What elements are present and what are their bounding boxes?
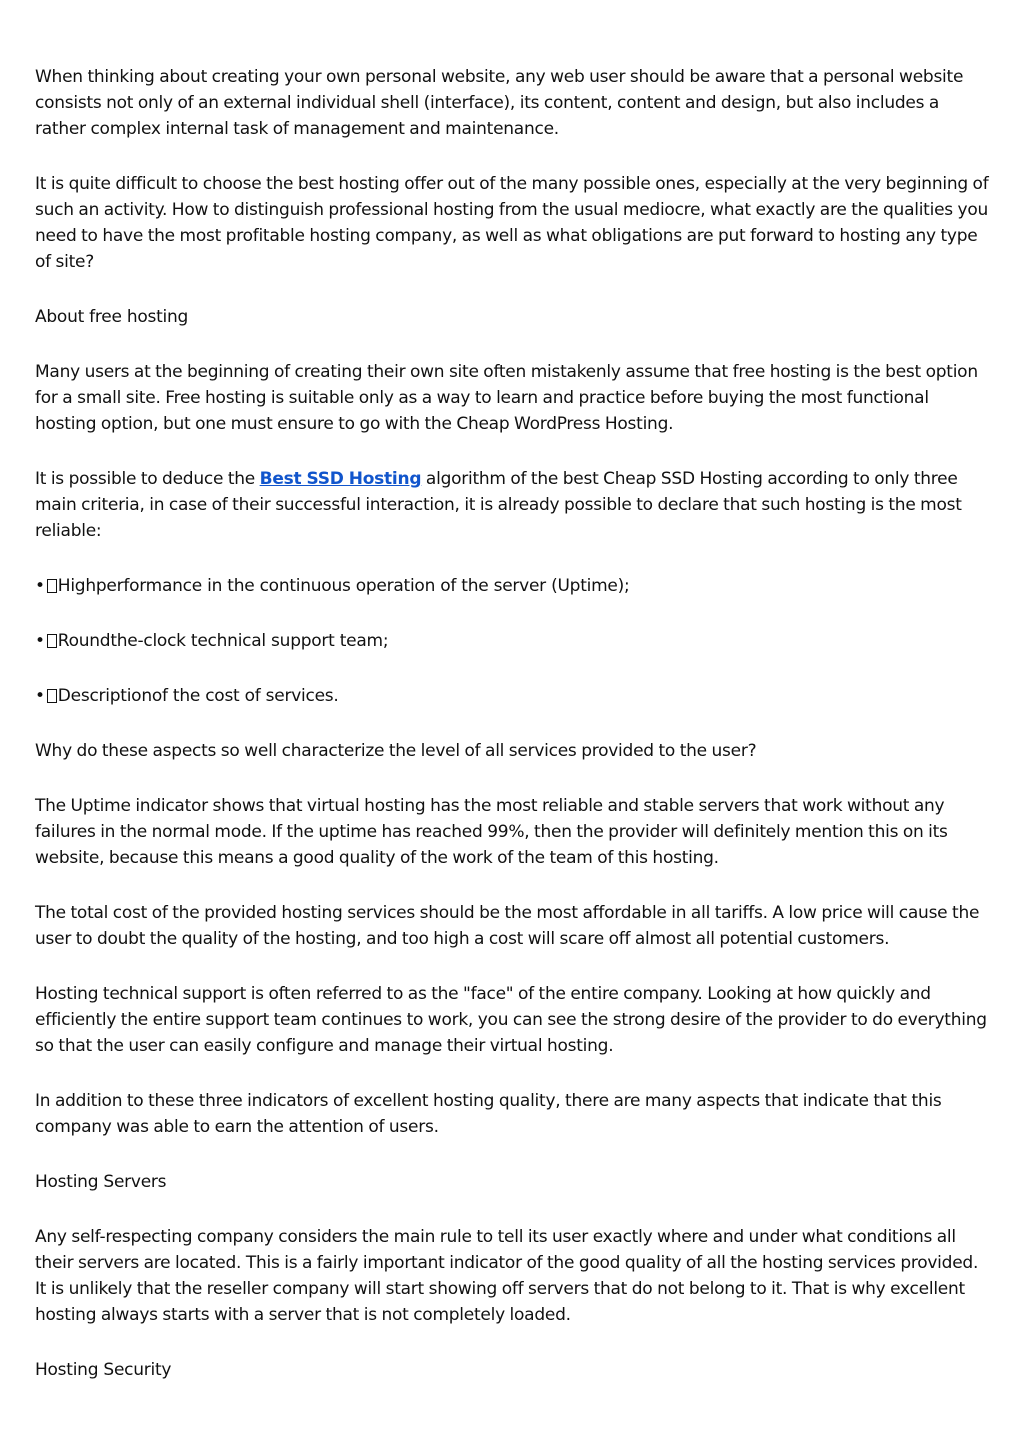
paragraph-technical-support: Hosting technical support is often referred to as the "face" of the entire company. Looking at how quickly and efficiently the entire support team continues to work, you can see the strong desire of the provider to do everything so that the user can easily configure and manage their virtual hosting. (35, 984, 987, 1056)
list-item-first-word: Description (57, 686, 152, 706)
paragraph-criteria (35, 466, 990, 544)
missing-glyph-icon (47, 689, 57, 703)
best-ssd-hosting-link[interactable]: Best SSD Hosting (259, 469, 422, 489)
section-heading-hosting-servers: Hosting Servers (35, 1172, 167, 1192)
criteria-text-before-link: It is possible to deduce the (35, 469, 260, 489)
list-item (35, 628, 990, 654)
paragraph-hosting-servers: Any self-respecting company considers the main rule to tell its user exactly where and under what conditions all their servers are located. This is a fairly important indicator of the good quality of all the hosting services provided. It is unlikely that the reseller company will start showing off servers that do not belong to it. That is why excellent hosting always starts with a server that is not completely loaded. (35, 1227, 979, 1325)
bullet-icon: • (35, 686, 45, 706)
list-item-rest: the-clock technical support team; (110, 631, 389, 651)
criteria-text-after-link: algorithm of the best Cheap SSD Hosting according to only three main criteria, in case of their successful interaction, it is already possible to declare that such hosting is the most reliable: (35, 469, 962, 541)
paragraph-uptime: The Uptime indicator shows that virtual hosting has the most reliable and stable servers that work without any failures in the normal mode. If the uptime has reached 99%, then the provider will definitely mention this on its website, because this means a good quality of the work of the team of this hosting. (35, 796, 948, 868)
paragraph-other-aspects: In addition to these three indicators of excellent hosting quality, there are many aspects that indicate that this company was able to earn the attention of users. (35, 1091, 942, 1137)
paragraph-choosing-hosting: It is quite difficult to choose the best hosting offer out of the many possible ones, especially at the very beginning of such an activity. How to distinguish professional hosting from the usual mediocre, what exactly are the qualities you need to have the most profitable hosting company, as well as what obligations are put forward to hosting any type of site? (35, 174, 989, 272)
list-item-rest: performance in the continuous operation of the server (Uptime); (95, 576, 630, 596)
paragraph-total-cost: The total cost of the provided hosting services should be the most affordable in all tariffs. A low price will cause the user to doubt the quality of the hosting, and too high a cost will scare off almost all potential customers. (35, 903, 980, 949)
list-item (35, 683, 990, 709)
list-item-first-word: Round (57, 631, 111, 651)
list-item-first-word: High (57, 576, 96, 596)
paragraph-why-aspects: Why do these aspects so well characterize the level of all services provided to the user? (35, 741, 757, 761)
paragraph-intro: When thinking about creating your own personal website, any web user should be aware that a personal website consists not only of an external individual shell (interface), its content, content and design, but also includes a rather complex internal task of management and maintenance. (35, 67, 964, 139)
bullet-icon: • (35, 576, 45, 596)
list-item (35, 573, 990, 599)
missing-glyph-icon (47, 579, 57, 593)
bullet-icon: • (35, 631, 45, 651)
document-body (35, 64, 990, 1412)
section-heading-free-hosting: About free hosting (35, 307, 189, 327)
section-heading-hosting-security: Hosting Security (35, 1360, 172, 1380)
paragraph-free-hosting: Many users at the beginning of creating their own site often mistakenly assume that free hosting is the best option for a small site. Free hosting is suitable only as a way to learn and practice before buying the most functional hosting option, but one must ensure to go with the Cheap WordPress Hosting. (35, 362, 978, 434)
missing-glyph-icon (47, 634, 57, 648)
list-item-rest: of the cost of services. (151, 686, 339, 706)
